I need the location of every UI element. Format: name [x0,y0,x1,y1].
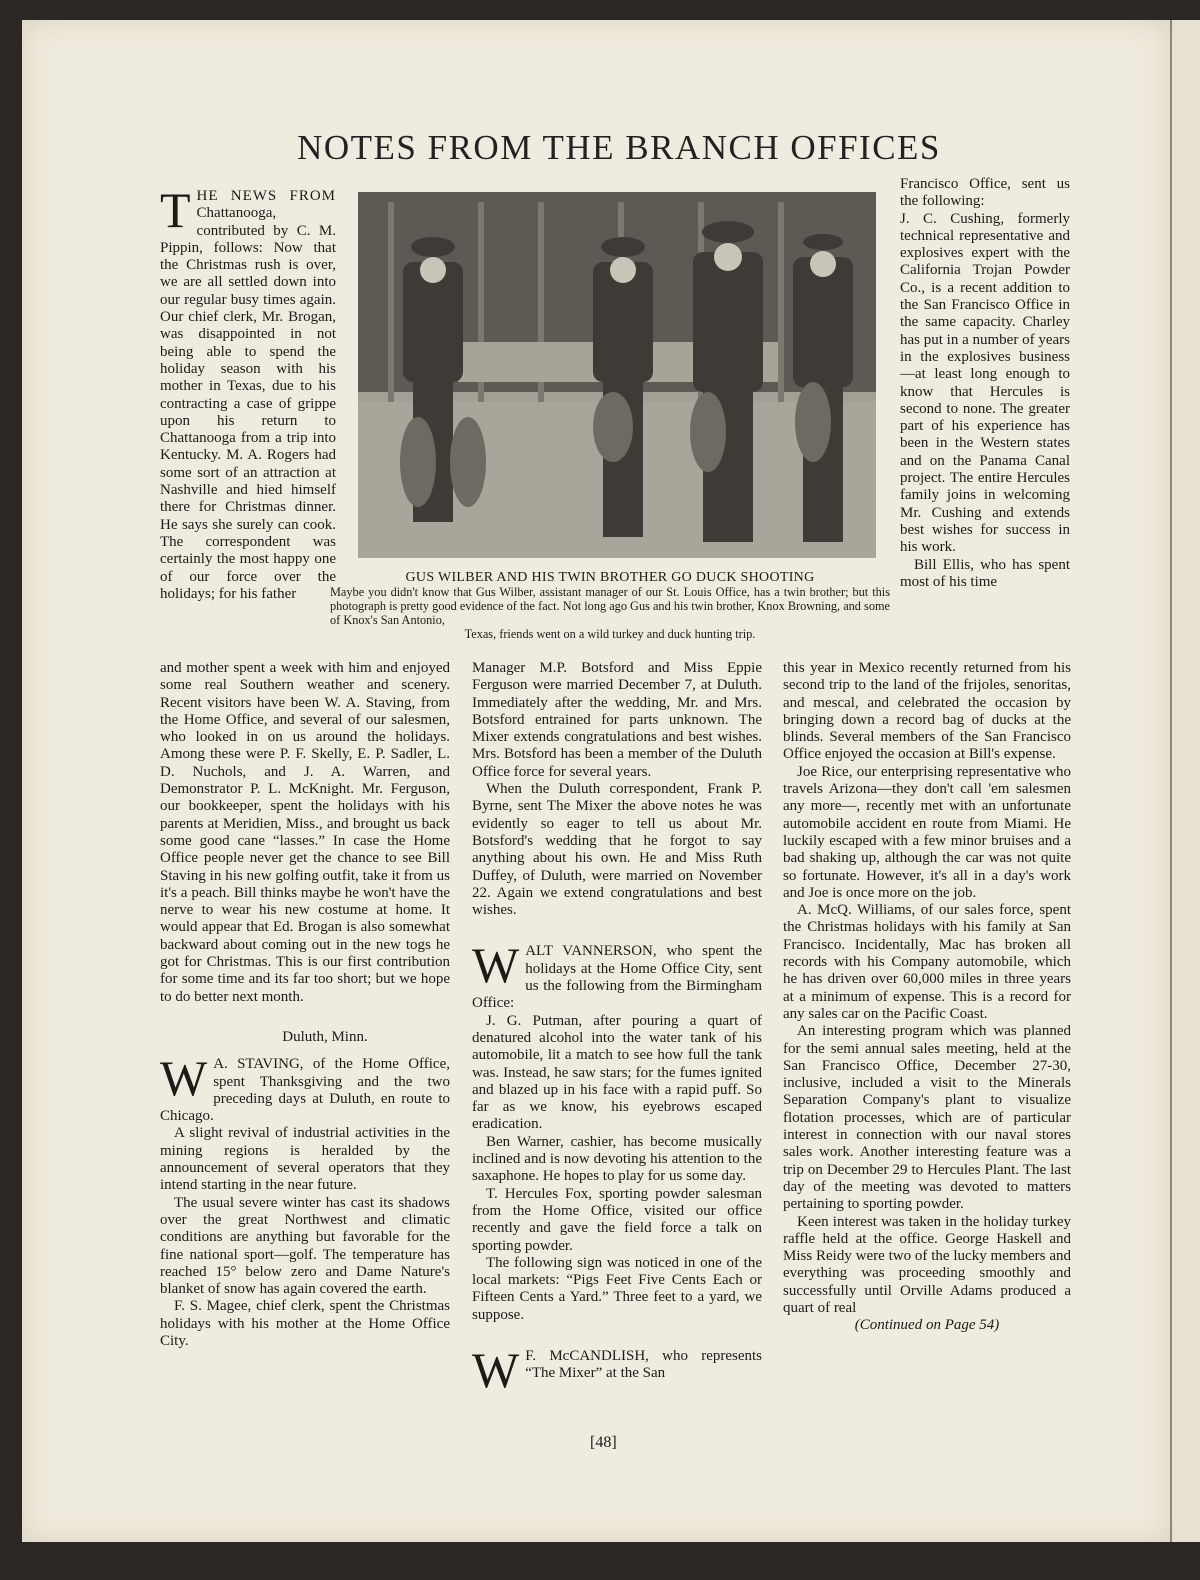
photo-caption [330,570,890,641]
paragraph: Ben Warner, cashier, has become musically inclined and is now devoting his attention to the saxaphone. He hopes to play for us some day. [472,1133,762,1185]
column-3 [783,660,1071,1335]
page-title: NOTES FROM THE BRANCH OFFICES [297,128,941,167]
chattanooga-article-narrow [160,182,336,603]
paragraph: ALT VANNERSON, who spent the holidays at the Home Office City, sent us the following from the Birmingham Office: [472,943,762,1012]
paragraph: The usual severe winter has cast its shadows over the great Northwest and climatic conditions are anything but favorable for the fine national sport—golf. The temperature has reached 15° below zero and Dame Nature's blanket of snow has again covered the earth. [160,1194,450,1298]
paragraph: this year in Mexico recently returned from his second trip to the land of the frijoles, senoritas, and mescal, and celebrated the occasion by bringing down a record bag of ducks at the blinds. Several members of the San Francisco Office enjoyed the occasion at Bill's expense. [783,660,1071,763]
paragraph: An interesting program which was planned for the semi annual sales meeting, held at the San Francisco Office, December 27-30, inclusive, included a visit to the Minerals Separation Company's plant to visualize flotation processes, which are of particular interest in connection with our naval stores sales work. Another interesting feature was a trip on December 29 to Hercules Plant. The last day of the meeting was devoted to matters pertaining to sporting powder. [783,1023,1071,1213]
caption-body: Maybe you didn't know that Gus Wilber, assistant manager of our St. Louis Office, has a twin brother; but this photograph is pretty good evidence of the fact. Not long ago Gus and his twin brother, Knox Browning, and some of Knox's San Antonio, [330,585,890,627]
drop-cap-w: W [472,1341,520,1398]
paragraph: A slight revival of industrial activities in the mining regions is heralded by the announcement of several operators that they intend starting in the near future. [160,1125,450,1194]
paragraph: A. STAVING, of the Home Office, spent Thanksgiving and the two preceding days at Duluth, en route to Chicago. [160,1056,450,1125]
paragraph: Joe Rice, our enterprising representative who travels Arizona—they don't call 'em salesmen any more—, recently met with an unfortunate automobile accident en route from Miami. He luckily escaped with a few minor bruises and a bad shaking up, although the car was not quite so fortunate. However, it's all in a day's work and Joe is once more on the job. [783,763,1071,901]
paragraph: T. Hercules Fox, sporting powder salesman from the Home Office, visited our office recently and gave the field force a talk on sporting powder. [472,1185,762,1254]
column-1 [160,660,450,1350]
paragraph: A. McQ. Williams, of our sales force, spent the Christmas holidays with his family at San Francisco. Incidentally, Mac has broken all records with his Company automobile, which he has driven over 60,000 miles in three years at a minimum of expense. This is a record for any sales car on the Pacific Coast. [783,902,1071,1022]
caption-last-line: Texas, friends went on a wild turkey and duck hunting trip. [464,627,756,641]
paragraph: Keen interest was taken in the holiday turkey raffle held at the office. George Haskell and Miss Reidy were two of the lucky members and everything was proceeding smoothly and successfully until Orville Adams produced a quart of real [783,1213,1071,1316]
paragraph: Francisco Office, sent us the following: [900,176,1070,210]
continued-note: (Continued on Page 54) [854,1317,1000,1334]
paragraph: Chattanooga, contributed by C. M. Pippin, follows: Now that the Christmas rush is over, we are all settled down into our regular busy times again. Our chief clerk, Mr. Brogan, was disappointed in not being able to spend the holiday season with his mother in Texas, due to his contracting a case of grippe upon his return to Chattanooga from a trip into Kentucky. M. A. Rogers had some sort of an attraction at Nashville and hied himself there for Christmas dinner. He says she surely can cook. The correspondent was certainly the most happy one of our force over the holidays; for his father [160,205,336,602]
dateline: Duluth, Minn. [282,1028,368,1045]
drop-cap-w: W [160,1050,208,1107]
paragraph: Manager M.P. Botsford and Miss Eppie Ferguson were married December 7, at Duluth. Immediately after the wedding, Mr. and Mrs. Botsford entrained for parts unknown. The Mixer extends congratulations and best wishes. Mrs. Botsford has been a member of the Duluth Office force for several years. [472,660,762,780]
paragraph: When the Duluth correspondent, Frank P. Byrne, sent The Mixer the above notes he was evidently so eager to tell us about Mr. Botsford's wedding that he forgot to say anything about his own. He and Miss Ruth Duffey, of Duluth, were married on November 22. Again we extend congratulations and best wishes. [472,781,762,919]
photo-image [358,192,876,558]
san-francisco-article-narrow [900,176,1070,591]
page-number: [48] [590,1434,617,1451]
photo-duck-hunters [358,192,876,558]
paragraph: F. S. Magee, chief clerk, spent the Christmas holidays with his mother at the Home Office City. [160,1298,450,1349]
paragraph: F. McCANDLISH, who represents “The Mixer” at the San [525,1347,762,1382]
paragraph: and mother spent a week with him and enjoyed some real Southern weather and scenery. Recent visitors have been W. A. Staving, from the Home Office, and several of our salesmen, who looked in on us around the holidays. Among these were P. F. Skelly, E. P. Sadler, L. D. Nuchols, and J. A. Warren, and Demonstrator P. L. McKnight. Mr. Ferguson, our bookkeeper, spent the holidays with his parents at Meridien, Miss., and brought us back some good cane “lasses.” In case the Home Office people never get the chance to see Bill Staving in his new golfing outfit, take it from us it's a peach. Bill thinks maybe he won't have the nerve to wear his new costume at home. It would appear that Ed. Brogan is also somewhat backward about coming out in the new togs he got for Christmas. This is our first contribution for some time and its far too short; but we hope to do better next month. [160,660,450,1005]
paragraph: J. C. Cushing, formerly technical representative and explosives expert with the California Trojan Powder Co., is a recent addition to the San Francisco Office in the same capacity. Charley has put in a number of years in the explosives business—at least long enough to know that Hercules is second to none. The greater part of his experience has been in the Western states and on the Panama Canal project. The entire Hercules family joins in welcoming Mr. Cushing and extends best wishes for success in his work. [900,210,1070,556]
paragraph: The following sign was noticed in one of the local markets: “Pigs Feet Five Cents Each or Fifteen Cents a Yard.” Three feet to a yard, we suppose. [472,1254,762,1323]
paragraph: Bill Ellis, who has spent most of his time [900,556,1070,590]
caption-heading: GUS WILBER AND HIS TWIN BROTHER GO DUCK SHOOTING [405,570,815,585]
article-lead: HE NEWS FROM [196,188,336,204]
next-page-edge [1170,20,1200,1542]
drop-cap-w: W [472,937,520,994]
paragraph: J. G. Putman, after pouring a quart of denatured alcohol into the water tank of his automobile, lit a match to see how full the tank was. Instead, he saw stars; for the fumes ignited and blazed up in his face with a rapid puff. So far as we know, his eyebrows escaped eradication. [472,1012,762,1133]
drop-cap-t: T [160,182,191,238]
column-2 [472,660,762,1398]
